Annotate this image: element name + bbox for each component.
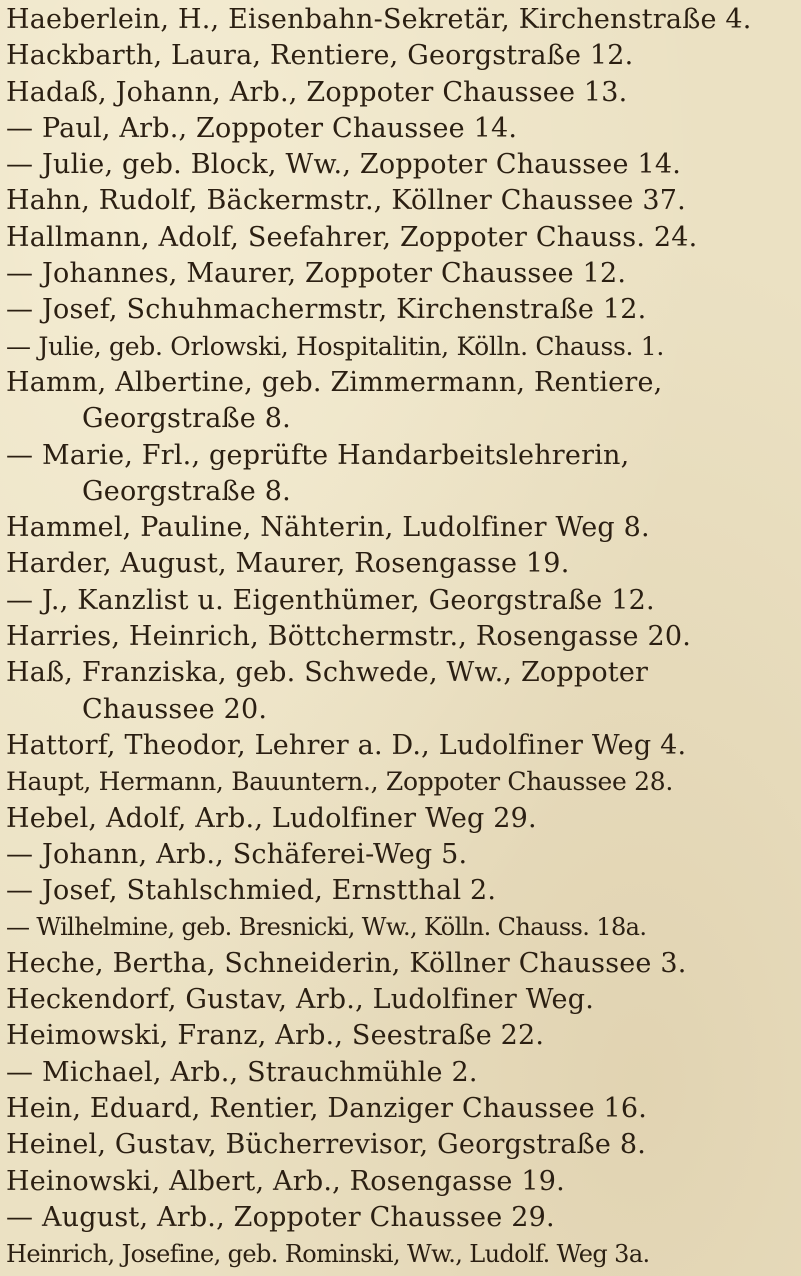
directory-entry: — Marie, Frl., geprüfte Handarbeitslehrerin,: [6, 439, 630, 471]
directory-entry: Heche, Bertha, Schneiderin, Köllner Chaussee 3.: [6, 947, 687, 979]
directory-entry: Heinowski, Albert, Arb., Rosengasse 19.: [6, 1165, 565, 1197]
directory-entry: — Wilhelmine, geb. Bresnicki, Ww., Kölln. Chauss. 18a.: [6, 913, 647, 942]
directory-entry: — August, Arb., Zoppoter Chaussee 29.: [6, 1201, 555, 1233]
directory-entry: Hackbarth, Laura, Rentiere, Georgstraße 12.: [6, 40, 634, 72]
directory-entry: — Michael, Arb., Strauchmühle 2.: [6, 1056, 478, 1088]
directory-entry-continuation: Chaussee 20.: [82, 693, 268, 725]
directory-entry: Hein, Eduard, Rentier, Danziger Chaussee 16.: [6, 1092, 648, 1124]
directory-entry: Hattorf, Theodor, Lehrer a. D., Ludolfiner Weg 4.: [6, 729, 687, 761]
directory-entry-continuation: Georgstraße 8.: [82, 475, 291, 507]
directory-entry: Hadaß, Johann, Arb., Zoppoter Chaussee 13.: [6, 76, 628, 108]
directory-entry: Heinrich, Josefine, geb. Rominski, Ww., Ludolf. Weg 3a.: [6, 1240, 650, 1269]
directory-entry: Heimowski, Franz, Arb., Seestraße 22.: [6, 1020, 545, 1052]
directory-entry: Hammel, Pauline, Nähterin, Ludolfiner Weg 8.: [6, 512, 650, 544]
directory-entry: Heinel, Gustav, Bücherrevisor, Georgstraße 8.: [6, 1129, 646, 1161]
directory-entry: — J., Kanzlist u. Eigenthümer, Georgstraße 12.: [6, 584, 655, 616]
directory-entry: Hebel, Adolf, Arb., Ludolfiner Weg 29.: [6, 802, 537, 834]
directory-entry: — Johannes, Maurer, Zoppoter Chaussee 12.: [6, 258, 627, 290]
directory-entry: — Julie, geb. Orlowski, Hospitalitin, Kölln. Chauss. 1.: [6, 331, 665, 361]
directory-entry: — Johann, Arb., Schäferei-Weg 5.: [6, 838, 468, 870]
directory-entry: — Josef, Stahlschmied, Ernstthal 2.: [6, 875, 497, 907]
directory-entry: Harder, August, Maurer, Rosengasse 19.: [6, 548, 570, 580]
directory-entry: — Josef, Schuhmachermstr, Kirchenstraße 12.: [6, 294, 647, 326]
directory-entry: Haß, Franziska, geb. Schwede, Ww., Zoppoter: [6, 657, 649, 689]
directory-entry: — Paul, Arb., Zoppoter Chaussee 14.: [6, 112, 518, 144]
directory-entry: Heckendorf, Gustav, Arb., Ludolfiner Weg.: [6, 984, 595, 1016]
directory-entry: Haupt, Hermann, Bauuntern., Zoppoter Chaussee 28.: [6, 767, 674, 797]
directory-entry: Haeberlein, H., Eisenbahn-Sekretär, Kirchenstraße 4.: [6, 4, 752, 35]
directory-entry: Hahn, Rudolf, Bäckermstr., Köllner Chaussee 37.: [6, 185, 686, 217]
directory-entry-continuation: Georgstraße 8.: [82, 403, 291, 435]
directory-entry: Hallmann, Adolf, Seefahrer, Zoppoter Chauss. 24.: [6, 221, 698, 253]
directory-entry: Hamm, Albertine, geb. Zimmermann, Rentiere,: [6, 366, 663, 398]
directory-entry: Harries, Heinrich, Böttchermstr., Rosengasse 20.: [6, 621, 692, 653]
directory-entry: — Julie, geb. Block, Ww., Zoppoter Chaussee 14.: [6, 149, 681, 181]
